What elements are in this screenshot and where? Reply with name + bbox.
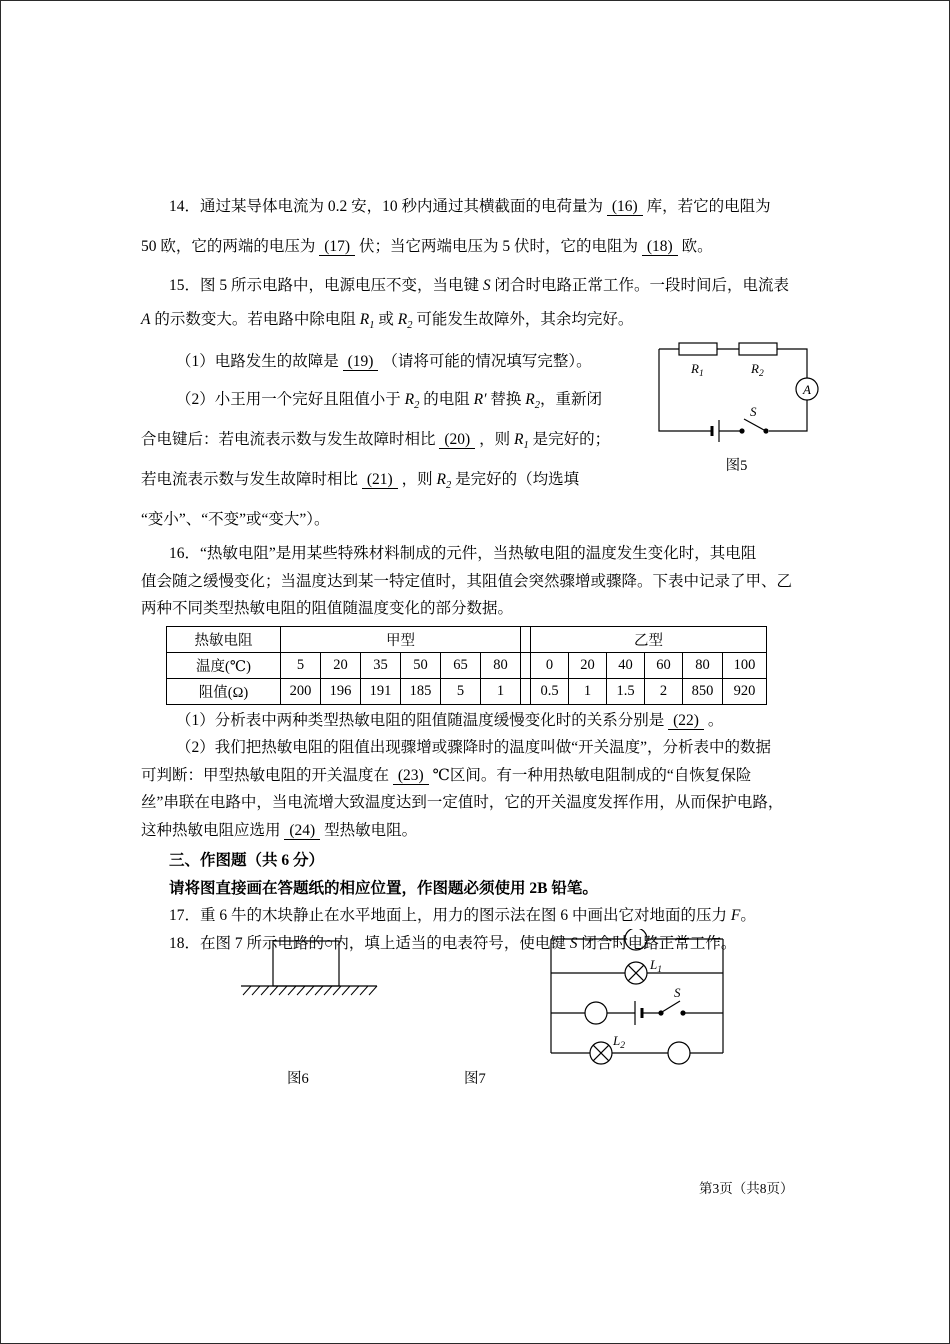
text-run: （2）我们把热敏电阻的阻值出现骤增或骤降时的温度叫做“开关温度”，分析表中的数据 [176,739,772,757]
text-run: 这种热敏电阻应选用 [141,821,285,839]
text-run: 50 欧，它的两端的电压为 [141,238,320,255]
q16-line1 [141,540,836,568]
variable: A [141,311,151,328]
table-gap-cell [521,652,531,678]
text-run: （请将可能的情况填写完整）。 [378,353,592,371]
switch-blade [662,1001,680,1012]
q16-sub1 [141,707,836,735]
answer-blank: (17) [319,238,355,256]
table-cell: 80 [683,652,723,678]
text-run: ，则 [475,431,514,449]
table-gap-cell [521,626,531,652]
text-run: 型热敏电阻。 [320,821,418,839]
variable: R′ [473,391,487,409]
variable: F [730,907,741,925]
table-cell: 50 [401,652,441,678]
meter-placeholder-circle [668,1042,690,1064]
text-run: ，则 [397,471,437,489]
wood-block [273,941,339,986]
table-resistance-row [167,678,767,704]
answer-blank: (22) [668,712,704,730]
text-run: 请将图直接画在答题纸的相应位置，作图题必须使用 2B 铅笔。 [169,879,598,897]
resistor-r2 [739,343,777,355]
type-a-header: 甲型 [281,626,521,652]
text-run: 三、作图题（共 6 分） [169,852,325,870]
q16-sub2-line3 [141,789,836,817]
figure7-circuit-diagram [541,929,733,1069]
text-run: 是完好的（均选填 [451,471,580,489]
q15-sub2-line4 [141,503,836,537]
table-cell: 191 [361,678,401,704]
table-cell: 0.5 [531,678,569,704]
lamp-l1-cross [628,965,644,981]
variable: $R_2$ [397,311,413,332]
variable: S [482,277,491,294]
text-run: 欧。 [677,238,713,255]
q16-line3 [141,595,836,623]
table-header-row [167,626,767,652]
type-b-header: 乙型 [531,626,767,652]
figure7-caption: 图7 [464,1071,486,1087]
variable: $R_1$ [513,431,529,452]
wire [769,400,807,431]
table-cell: 1 [481,678,521,704]
variable: $R_1$ [359,311,375,332]
table-cell: 80 [481,652,521,678]
figure5-caption: 图5 [725,458,748,474]
q17-line [141,902,836,930]
text-run: ，重新闭 [539,391,602,409]
q15-line1 [141,269,836,303]
text-run: 替换 [486,391,526,409]
answer-blank: (24) [284,822,320,840]
ground-hatching [243,986,377,995]
table-cell: 20 [569,652,607,678]
wire [659,349,712,431]
table-cell: 60 [645,652,683,678]
section3-title [141,847,836,875]
q16-sub2-line4 [141,817,836,845]
table-cell: 0 [531,652,569,678]
q14-line2 [141,227,836,267]
text-run: 14．通过某导体电流为 0.2 安，10 秒内通过其横截面的电荷量为 [169,198,607,215]
temp-row-label: 温度(℃) [167,652,281,678]
table-cell: 1 [569,678,607,704]
switch-contact [740,429,744,433]
text-run: （2）小王用一个完好且阻值小于 [176,391,405,409]
text-run: 闭合时电路正常工作。 [577,934,737,952]
switch-label: S [750,404,757,419]
text-run: ℃区间。有一种用热敏电阻制成的“自恢复保险 [428,766,752,784]
q16-sub2-line2 [141,762,836,790]
table-corner-cell: 热敏电阻 [167,626,281,652]
text-run: 可能发生故障外，其余均完好。 [412,311,634,328]
text-run: 的示数变大。若电路中除电阻 [150,311,360,328]
variable: S [569,934,578,952]
text-run: 。 [703,711,724,729]
wire [777,349,807,378]
r1-label: $R_1$ [691,361,704,379]
text-run: 16．“热敏电阻”是用某些特殊材料制成的元件，当热敏电阻的温度发生变化时，其电阻 [169,545,757,563]
table-cell: 20 [321,652,361,678]
text-run: 合电键后：若电流表示数与发生故障时相比 [141,431,440,449]
answer-blank: (20) [439,431,475,449]
lamp-l2-cross [593,1045,609,1061]
table-cell: 185 [401,678,441,704]
figure7 [541,929,733,1074]
table-cell: 5 [441,678,481,704]
table-cell: 200 [281,678,321,704]
figure6 [239,939,379,1002]
variable: $R_2$ [436,471,452,492]
answer-blank: (19) [343,353,379,371]
thermistor-table [166,626,767,705]
figure5 [649,329,824,475]
table-cell: 40 [607,652,645,678]
lamp-l1-label: $L_1$ [650,957,662,975]
figure6-block-diagram [239,939,379,997]
table-cell: 35 [361,652,401,678]
answer-blank: (18) [642,238,678,256]
r2-label: $R_2$ [751,361,764,379]
table-cell: 850 [683,678,723,704]
ammeter-label: A [803,382,811,397]
exam-body [141,187,836,957]
text-run: 可判断：甲型热敏电阻的开关温度在 [141,766,393,784]
text-run: （1）电路发生的故障是 [176,353,343,371]
switch-blade [744,419,764,430]
table-cell: 1.5 [607,678,645,704]
text-run: 15．图 5 所示电路中，电源电压不变，当电键 [169,277,483,294]
q14-line1 [141,187,836,227]
text-run: 闭合时电路正常工作。一段时间后，电流表 [490,277,790,294]
lamp-l2-label: $L_2$ [613,1033,625,1051]
text-run: 值会随之缓慢变化；当温度达到某一特定值时，其阻值会突然骤增或骤降。下表中记录了甲、乙 [141,572,793,590]
q16-line2 [141,568,836,596]
table-cell: 196 [321,678,361,704]
table-cell: 5 [281,652,321,678]
table-cell: 100 [723,652,767,678]
text-run: 伏；当它两端电压为 5 伏时，它的电阻为 [355,238,642,255]
text-run: 若电流表示数与发生故障时相比 [141,471,362,489]
res-row-label: 阻值(Ω) [167,678,281,704]
resistor-r1 [679,343,717,355]
table-gap-cell [521,678,531,704]
figure5-circuit-diagram [649,329,824,447]
answer-blank: (23) [393,767,429,785]
text-run: 或 [374,311,398,328]
table-temp-row [167,652,767,678]
variable: $R_2$ [525,391,540,412]
answer-blank: (16) [607,198,643,216]
table-cell: 920 [723,678,767,704]
switch-contact [764,429,768,433]
section3-note [141,875,836,903]
variable: $R_2$ [404,391,420,412]
text-run: 两种不同类型热敏电阻的阻值随温度变化的部分数据。 [141,600,514,618]
answer-blank: (21) [362,471,398,489]
table-cell: 2 [645,678,683,704]
text-run: 18．在图 7 所示电路的○内，填上适当的电表符号，使电键 [169,934,570,952]
figure6-caption: 图6 [287,1071,309,1087]
q16-sub2-line1 [141,734,836,762]
text-run: “变小”、“不变”或“变大”）。 [141,511,330,529]
text-run: 是完好的； [528,431,611,449]
text-run: 库，若它的电阻为 [642,198,771,215]
text-run: 17．重 6 牛的木块静止在水平地面上，用力的图示法在图 6 中画出它对地面的压力 [169,907,731,925]
text-run: 的电阻 [419,391,474,409]
text-run: 。 [740,907,756,925]
page-footer: 第3页（共8页） [699,1181,794,1196]
meter-placeholder-circle [585,1002,607,1024]
meter-placeholder-circle [625,929,647,950]
table-cell: 65 [441,652,481,678]
text-run: 丝”串联在电路中，当电流增大致温度达到一定值时，它的开关温度发挥作用，从而保护电路， [141,794,784,812]
switch-contact [681,1011,685,1015]
text-run: （1）分析表中两种类型热敏电阻的阻值随温度缓慢变化时的关系分别是 [176,711,669,729]
switch-label: S [674,985,681,1000]
